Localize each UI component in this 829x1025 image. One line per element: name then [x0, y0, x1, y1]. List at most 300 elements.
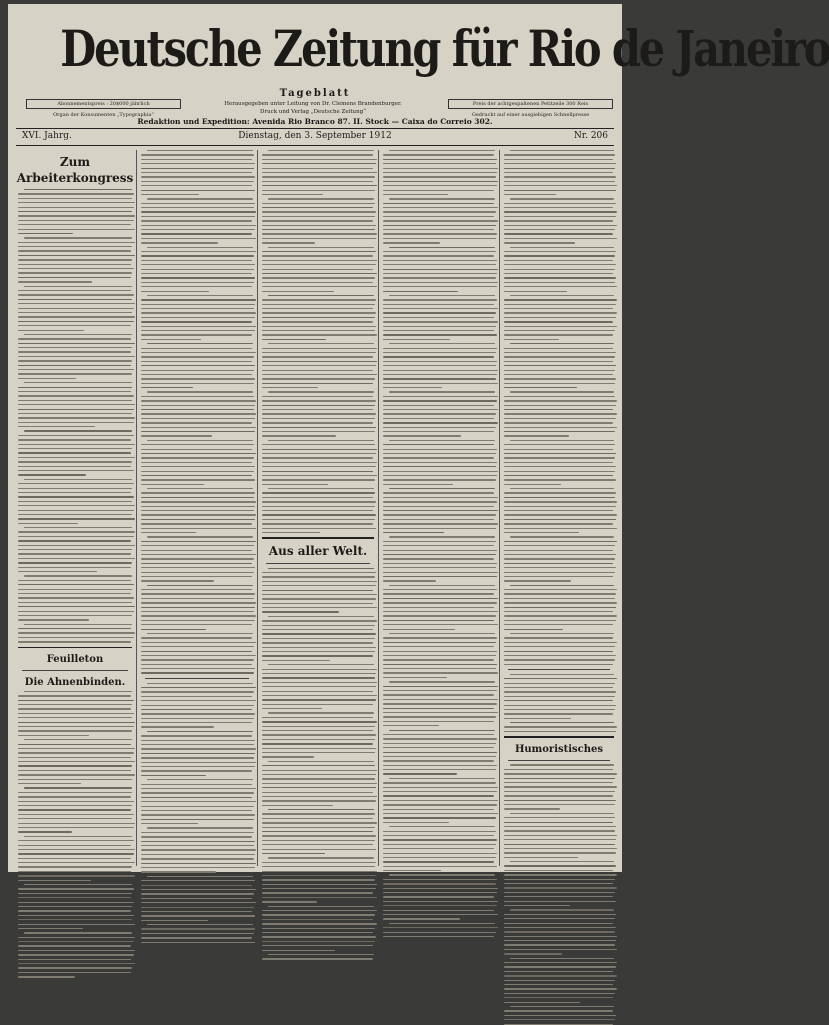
text-line [504, 238, 617, 239]
text-line [504, 795, 613, 796]
text-line [147, 247, 253, 248]
text-line [383, 769, 496, 770]
text-line [504, 163, 616, 164]
text-line [504, 497, 615, 498]
text-line [504, 413, 617, 414]
text-line [18, 531, 135, 532]
text-line [18, 770, 131, 771]
text-line [268, 954, 374, 955]
text-line [383, 914, 498, 915]
text-line [268, 761, 374, 762]
text-line [18, 514, 132, 515]
text-line [141, 550, 252, 551]
text-line [18, 726, 134, 727]
text-line [383, 528, 496, 529]
text-line [510, 150, 614, 151]
text-line [383, 576, 497, 577]
text-line [18, 619, 89, 620]
text-line [383, 365, 496, 366]
text-line [141, 185, 252, 186]
text-line [262, 519, 375, 520]
text-line [262, 264, 376, 265]
text-line [18, 268, 134, 269]
text-line [389, 391, 495, 392]
text-line [141, 889, 256, 890]
text-line [141, 339, 201, 340]
text-line [141, 554, 256, 555]
text-line [504, 844, 615, 845]
text-line [383, 361, 497, 362]
text-line [262, 673, 376, 674]
text-line [141, 378, 255, 379]
text-line [141, 867, 255, 868]
text-line [504, 312, 617, 313]
text-line [262, 291, 334, 292]
text-line [262, 277, 375, 278]
text-line [18, 801, 134, 802]
text-line [141, 497, 254, 498]
text-line [141, 700, 256, 701]
text-line [141, 558, 254, 559]
text-line [18, 356, 135, 357]
text-line [504, 405, 616, 406]
text-line [18, 976, 75, 977]
text-line [24, 624, 132, 625]
text-line [24, 884, 132, 885]
text-line [18, 602, 132, 603]
text-line [389, 343, 495, 344]
text-line [262, 422, 373, 423]
text-line [262, 871, 377, 872]
text-line [141, 871, 216, 872]
text-line [504, 484, 561, 485]
text-line [141, 427, 256, 428]
text-line [141, 659, 254, 660]
text-line [18, 492, 131, 493]
text-line [504, 1019, 615, 1020]
text-line [141, 615, 256, 616]
text-line [262, 932, 373, 933]
text-line [504, 471, 615, 472]
text-line [18, 928, 83, 929]
text-line [383, 642, 496, 643]
text-line [18, 207, 134, 208]
text-line [141, 216, 255, 217]
text-line [18, 299, 132, 300]
text-line [141, 664, 252, 665]
text-line [262, 466, 376, 467]
text-line [18, 290, 131, 291]
text-line [24, 527, 132, 528]
text-line [262, 607, 377, 608]
text-line [18, 963, 135, 964]
text-line [141, 479, 255, 480]
text-line [262, 620, 377, 621]
text-line [141, 462, 252, 463]
text-line [383, 427, 496, 428]
text-line [18, 558, 135, 559]
text-line [141, 220, 252, 221]
text-line [383, 773, 457, 774]
text-line [383, 330, 494, 331]
column-5 [502, 150, 616, 868]
text-line [504, 705, 616, 706]
text-line [383, 238, 496, 239]
text-line [383, 721, 494, 722]
text-line [141, 937, 252, 938]
text-line [18, 211, 132, 212]
text-line [268, 295, 374, 296]
text-line [24, 334, 132, 335]
text-line [141, 291, 209, 292]
text-line [504, 1002, 580, 1003]
text-line [262, 321, 373, 322]
text-line [141, 572, 254, 573]
text-line [141, 299, 256, 300]
text-line [262, 945, 373, 946]
text-line [141, 418, 255, 419]
section-rule [145, 678, 249, 679]
text-line [504, 615, 617, 616]
text-line [18, 470, 134, 471]
redaktion-address: Redaktion und Expedition: Avenida Rio Branco 87. II. Stock — Caixa do Correio 302. [137, 117, 493, 126]
text-line [262, 669, 377, 670]
text-line [504, 773, 617, 774]
text-line [18, 853, 134, 854]
text-line [18, 338, 131, 339]
masthead-title: Deutsche Zeitung für Rio de Janeiro [60, 19, 829, 78]
text-line [504, 317, 616, 318]
text-line [262, 190, 375, 191]
text-line [18, 880, 91, 881]
text-line [504, 624, 613, 625]
text-line [18, 717, 132, 718]
text-line [504, 874, 617, 875]
text-line [262, 660, 330, 661]
text-line [262, 590, 373, 591]
text-line [18, 567, 131, 568]
text-line [24, 430, 132, 431]
text-line [383, 791, 497, 792]
text-line [141, 282, 254, 283]
text-line [141, 691, 254, 692]
text-line [141, 304, 255, 305]
text-line [141, 277, 255, 278]
text-line [383, 514, 496, 515]
text-line [504, 865, 616, 866]
column-rule [257, 150, 258, 866]
text-line [504, 260, 613, 261]
text-line [262, 866, 375, 867]
section-rule [508, 760, 610, 761]
text-line [141, 589, 252, 590]
text-line [262, 286, 377, 287]
text-line [383, 163, 496, 164]
text-line [383, 185, 497, 186]
text-line [141, 519, 255, 520]
text-line [504, 892, 615, 893]
text-line [18, 325, 131, 326]
text-line [262, 194, 323, 195]
text-line [18, 818, 132, 819]
text-line [262, 479, 375, 480]
text-line [262, 734, 376, 735]
text-line [141, 264, 255, 265]
text-line [18, 409, 134, 410]
editor-line: Herausgegeben unter Leitung von Dr. Clemens Brandenburger. [224, 101, 402, 107]
text-line [18, 193, 134, 194]
text-line [383, 813, 498, 814]
text-line [504, 506, 616, 507]
text-line [24, 787, 132, 788]
text-line [141, 413, 256, 414]
text-line [141, 475, 252, 476]
text-line [504, 659, 615, 660]
text-line [383, 348, 497, 349]
text-line [141, 326, 256, 327]
text-line [262, 756, 314, 757]
text-line [504, 330, 615, 331]
newspaper-page [8, 4, 829, 872]
text-line [383, 449, 497, 450]
text-line [262, 686, 376, 687]
text-line [262, 176, 375, 177]
text-line [383, 668, 496, 669]
text-line [18, 744, 131, 745]
text-line [141, 832, 254, 833]
text-line [262, 484, 328, 485]
text-line [141, 238, 256, 239]
text-line [383, 734, 494, 735]
text-line [262, 370, 373, 371]
text-line [504, 778, 615, 779]
text-line [504, 396, 615, 397]
text-line [262, 677, 375, 678]
text-line [504, 255, 615, 256]
organ-note: Organ der Konsumenten „Typographia“ [53, 112, 154, 118]
text-line [141, 885, 252, 886]
text-line [383, 879, 497, 880]
text-line [504, 348, 613, 349]
text-line [504, 905, 570, 906]
text-line [504, 457, 615, 458]
text-line [389, 150, 495, 151]
text-line [383, 615, 496, 616]
text-line [389, 874, 495, 875]
text-line [18, 774, 135, 775]
ad-price-box: Preis der achtgespaltenen Petitzeile 300 Reis [448, 99, 613, 109]
text-line [18, 748, 135, 749]
text-line [262, 172, 377, 173]
text-line [18, 597, 134, 598]
text-line [504, 997, 613, 998]
text-line [383, 339, 450, 340]
text-line [18, 954, 134, 955]
text-line [141, 672, 254, 673]
text-line [504, 726, 617, 727]
text-line [18, 972, 131, 973]
text-line [18, 422, 134, 423]
text-line [262, 818, 373, 819]
text-line [504, 361, 613, 362]
text-line [24, 286, 132, 287]
text-line [141, 211, 256, 212]
text-line [141, 933, 254, 934]
text-line [383, 400, 497, 401]
text-line [504, 528, 617, 529]
text-line [262, 598, 376, 599]
text-line [262, 304, 375, 305]
text-line [141, 718, 254, 719]
text-line [141, 646, 254, 647]
text-line [504, 251, 616, 252]
text-line [262, 211, 376, 212]
text-line [510, 295, 614, 296]
text-line [18, 435, 134, 436]
text-line [141, 260, 252, 261]
text-line [383, 918, 460, 919]
text-line [383, 273, 497, 274]
text-line [141, 836, 252, 837]
text-line [383, 572, 498, 573]
text-line [141, 920, 208, 921]
text-line [383, 532, 444, 533]
text-line [504, 383, 615, 384]
text-line [504, 409, 613, 410]
text-line [504, 944, 615, 945]
text-line [262, 163, 376, 164]
text-line [383, 453, 496, 454]
headline-arbeiterkongress: Zum Arbeiterkongress [16, 155, 134, 185]
text-line [504, 264, 616, 265]
text-line [504, 563, 613, 564]
text-line [262, 726, 375, 727]
text-line [262, 603, 373, 604]
text-line [18, 545, 135, 546]
text-line [383, 936, 494, 937]
text-line [262, 352, 376, 353]
text-line [383, 804, 497, 805]
text-line [504, 514, 617, 515]
text-line [141, 629, 206, 630]
text-line [383, 637, 497, 638]
text-line [147, 488, 253, 489]
text-line [383, 896, 494, 897]
text-line [147, 391, 253, 392]
text-line [141, 159, 252, 160]
text-line [383, 672, 498, 673]
text-line [262, 633, 376, 634]
text-line [18, 347, 132, 348]
text-line [262, 220, 373, 221]
text-line [262, 691, 373, 692]
text-line [262, 813, 375, 814]
text-line [141, 655, 256, 656]
text-line [262, 831, 373, 832]
text-line [383, 835, 494, 836]
text-line [383, 598, 498, 599]
text-line [504, 181, 615, 182]
article-body [16, 189, 134, 643]
text-line [147, 295, 253, 296]
text-line [141, 225, 256, 226]
text-line [141, 762, 256, 763]
text-line [18, 792, 132, 793]
text-line [18, 888, 134, 889]
text-line [18, 849, 135, 850]
text-line [262, 523, 373, 524]
text-line [147, 827, 253, 828]
text-line [18, 637, 134, 638]
text-line [262, 778, 375, 779]
text-line [383, 716, 496, 717]
text-line [262, 642, 373, 643]
text-line [504, 691, 616, 692]
column-rule [499, 150, 500, 866]
text-line [141, 893, 254, 894]
text-line [504, 1010, 613, 1011]
text-line [18, 316, 135, 317]
text-line [262, 651, 375, 652]
text-line [18, 255, 135, 256]
text-line [262, 936, 376, 937]
text-line [510, 391, 614, 392]
section-rule [266, 563, 370, 564]
section-rule [22, 670, 128, 671]
text-line [262, 462, 377, 463]
text-line [504, 651, 613, 652]
text-line [383, 892, 497, 893]
text-line [18, 264, 131, 265]
text-line [504, 848, 617, 849]
text-line [262, 251, 376, 252]
text-line [262, 326, 376, 327]
text-line [147, 924, 253, 925]
text-line [383, 927, 498, 928]
text-line [383, 629, 455, 630]
text-line [262, 308, 373, 309]
text-line [18, 351, 131, 352]
text-line [18, 444, 135, 445]
text-line [18, 281, 92, 282]
text-line [24, 836, 132, 837]
text-line [504, 233, 613, 234]
text-line [24, 382, 132, 383]
text-line [389, 198, 495, 199]
text-line [268, 440, 374, 441]
text-line [389, 585, 495, 586]
text-line [504, 782, 613, 783]
text-line [141, 471, 254, 472]
text-line [504, 808, 560, 809]
text-line [141, 797, 252, 798]
text-line [383, 593, 494, 594]
text-line [18, 413, 132, 414]
text-line [383, 651, 497, 652]
text-line [383, 620, 494, 621]
text-line [141, 233, 252, 234]
text-line [383, 655, 496, 656]
text-line [141, 770, 252, 771]
subheader-right [448, 99, 613, 119]
text-line [389, 295, 495, 296]
text-line [268, 809, 374, 810]
text-line [504, 984, 613, 985]
text-line [510, 909, 614, 910]
text-line [18, 523, 78, 524]
print-note: Gedruckt auf einer ausgiebigen Schnellpresse [471, 112, 590, 118]
text-line [504, 769, 613, 770]
